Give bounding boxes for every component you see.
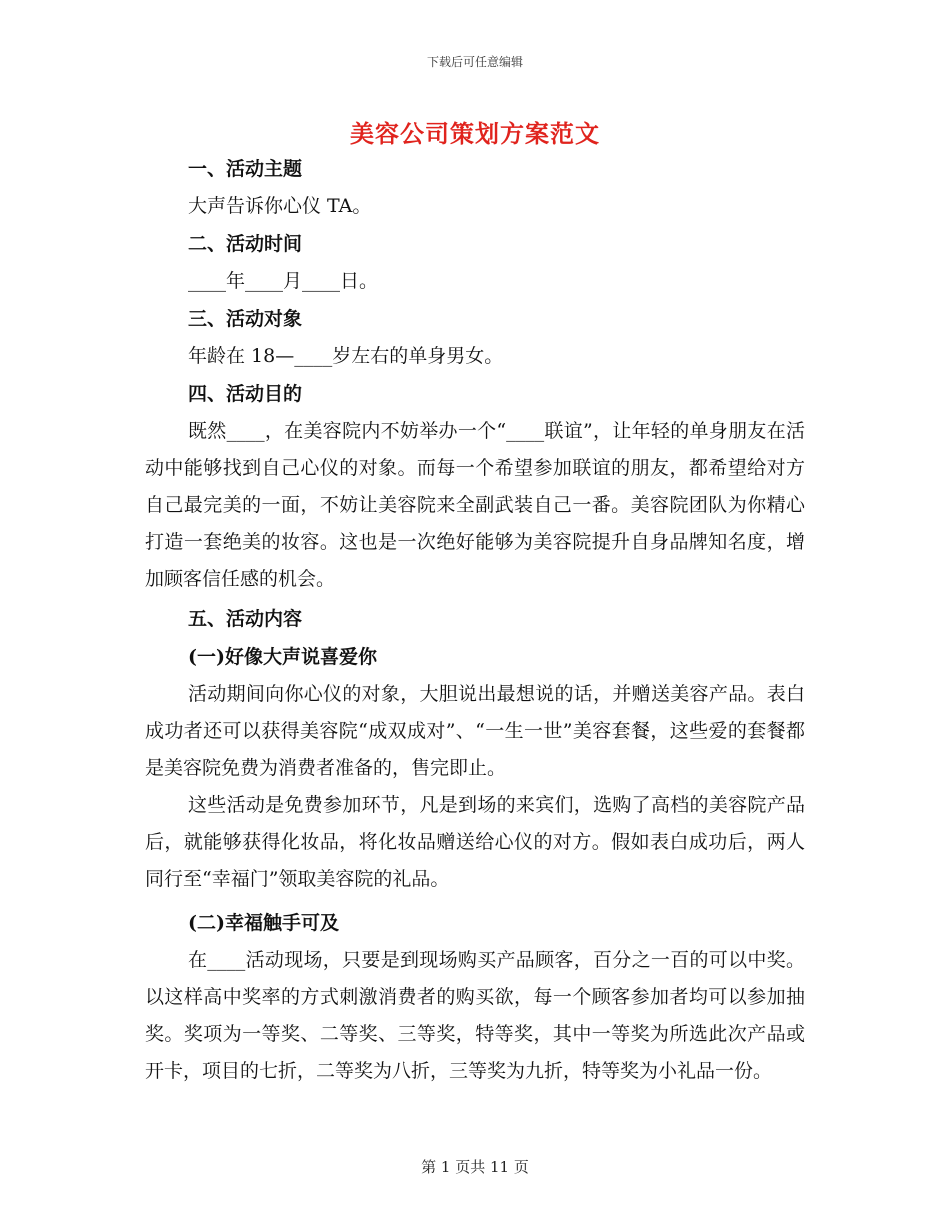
subsection-paragraph-happiness-1: 在____活动现场，只要是到现场购买产品顾客，百分之一百的可以中奖。以这样高中奖率的方式刺激消费者的购买欲，每一个顾客参加者均可以参加抽奖。奖项为一等奖、二等奖、三等奖，特等奖，其中一等奖为所选此次产品或开卡，项目的七折，二等奖为八折，三等奖为九折，特等奖为小礼品一份。 [145,949,805,1082]
subsection-heading-happiness: (二)幸福触手可及 [188,912,339,934]
section-text-audience: 年龄在 18—____岁左右的单身男女。 [188,345,504,367]
section-heading-time: 二、活动时间 [188,233,303,255]
section-heading-audience: 三、活动对象 [188,308,303,330]
subsection-paragraph-confession-2: 这些活动是免费参加环节，凡是到场的来宾们，选购了高档的美容院产品后，就能够获得化妆品，将化妆品赠送给心仪的对方。假如表白成功后，两人同行至“幸福门”领取美容院的礼品。 [145,794,805,890]
document-title: 美容公司策划方案范文 [350,119,600,148]
subsection-heading-confession: (一)好像大声说喜爱你 [188,646,377,668]
header-note: 下载后可任意编辑 [426,55,523,69]
subsection-paragraph-confession-1: 活动期间向你心仪的对象，大胆说出最想说的话，并赠送美容产品。表白成功者还可以获得美容院“成双成对”、“一生一世”美容套餐，这些爱的套餐都是美容院免费为消费者准备的，售完即止。 [145,683,805,779]
document-body [145,150,805,1090]
page-footer: 第 1 页共 11 页 [421,1158,529,1176]
section-text-time: ____年____月____日。 [188,270,379,292]
section-heading-content: 五、活动内容 [188,608,303,630]
section-heading-theme: 一、活动主题 [188,158,303,180]
section-paragraph-purpose: 既然____，在美容院内不妨举办一个“____联谊”，让年轻的单身朋友在活动中能够找到自己心仪的对象。而每一个希望参加联谊的朋友，都希望给对方自己最完美的一面，不妨让美容院来全副武装自己一番。美容院团队为你精心打造一套绝美的妆容。这也是一次绝好能够为美容院提升自身品牌知名度，增加顾客信任感的机会。 [145,420,805,590]
section-text-theme: 大声告诉你心仪 TA。 [188,195,372,217]
section-heading-purpose: 四、活动目的 [188,383,303,405]
